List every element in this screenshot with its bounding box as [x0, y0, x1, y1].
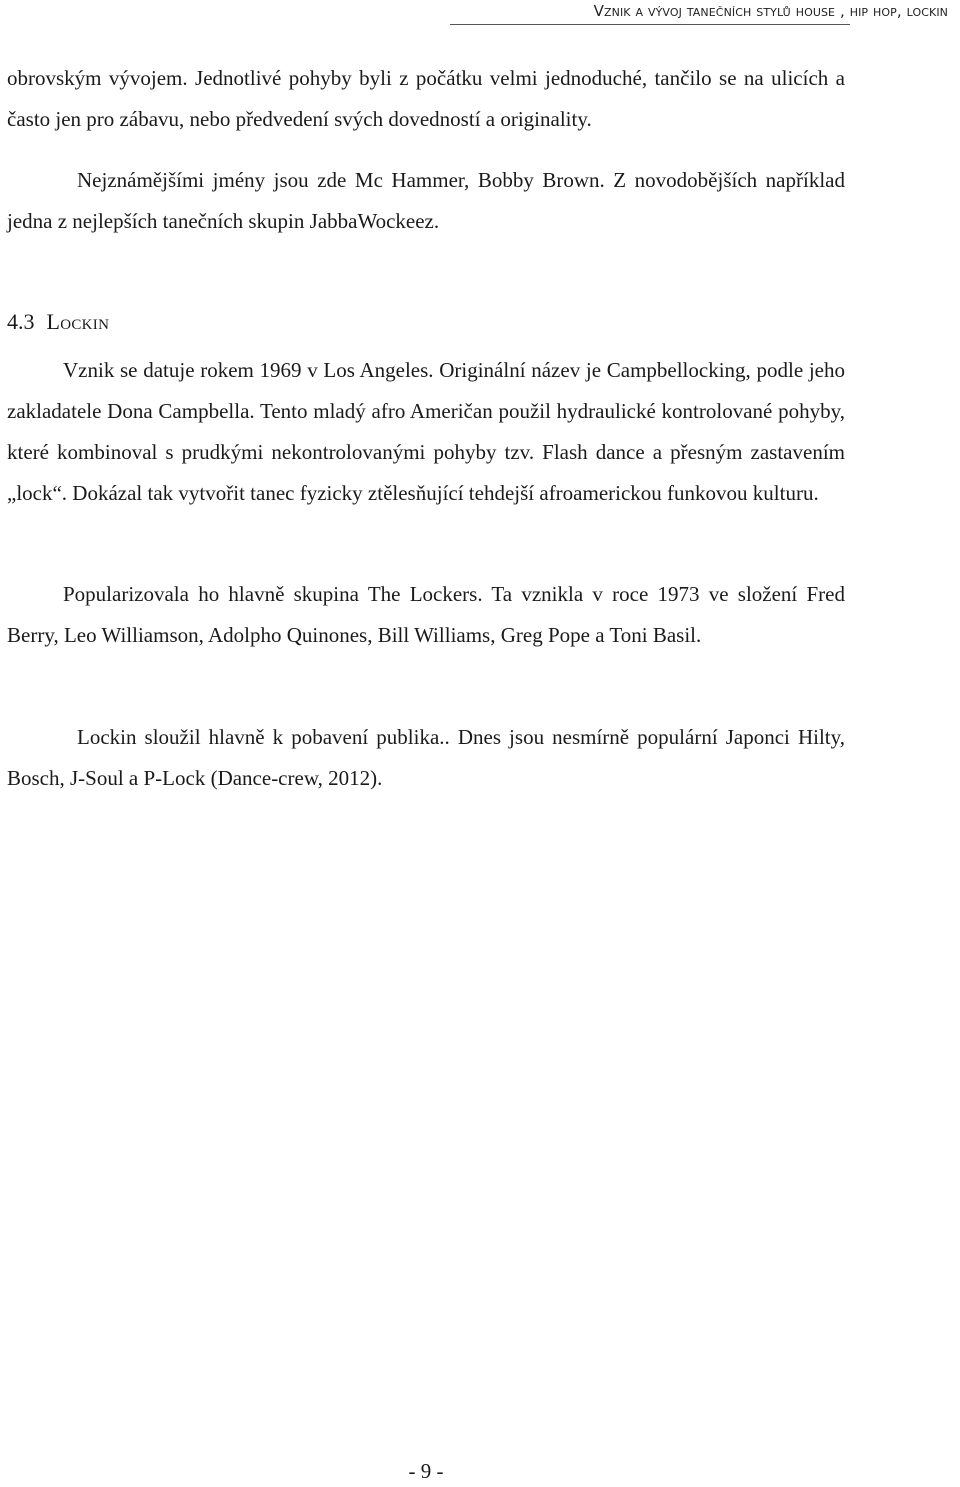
header-rule: [450, 24, 850, 25]
running-header-title: Vznik a vývoj tanečních stylů house , hip hop, lockin: [593, 2, 948, 20]
page-number: - 9 -: [408, 1459, 444, 1483]
body-paragraph: Popularizovala ho hlavně skupina The Lockers. Ta vznikla v roce 1973 ve složení Fred Berry, Leo Williamson, Adolpho Quinones, Bill Williams, Greg Pope a Toni Basil.: [7, 582, 845, 647]
section-heading: [7, 309, 109, 335]
body-paragraph: Lockin sloužil hlavně k pobavení publika.. Dnes jsou nesmírně populární Japonci Hilty, Bosch, J-Soul a P-Lock (Dance-crew, 2012).: [7, 725, 845, 790]
section-number: 4.3: [7, 309, 35, 334]
running-header: [594, 2, 948, 20]
body-paragraph: Vznik se datuje rokem 1969 v Los Angeles. Originální název je Campbellocking, podle jeho zakladatele Dona Campbella. Tento mladý afro Američan použil hydraulické kontrolované pohyby, které kombinoval s prudkými nekontrolovanými pohyby tzv. Flash dance a přesným zastavením „lock“. Dokázal tak vytvořit tanec fyzicky ztělesňující tehdejší afroamerickou funkovou kulturu.: [7, 358, 845, 505]
body-paragraph: obrovským vývojem. Jednotlivé pohyby byli z počátku velmi jednoduché, tančilo se na ulicích a často jen pro zábavu, nebo předvedení svých dovedností a originality.: [7, 66, 845, 131]
section-title: Lockin: [46, 309, 110, 334]
body-paragraph: Nejznámějšími jmény jsou zde Mc Hammer, Bobby Brown. Z novodobějších například jedna z nejlepších tanečních skupin JabbaWockeez.: [7, 168, 845, 233]
